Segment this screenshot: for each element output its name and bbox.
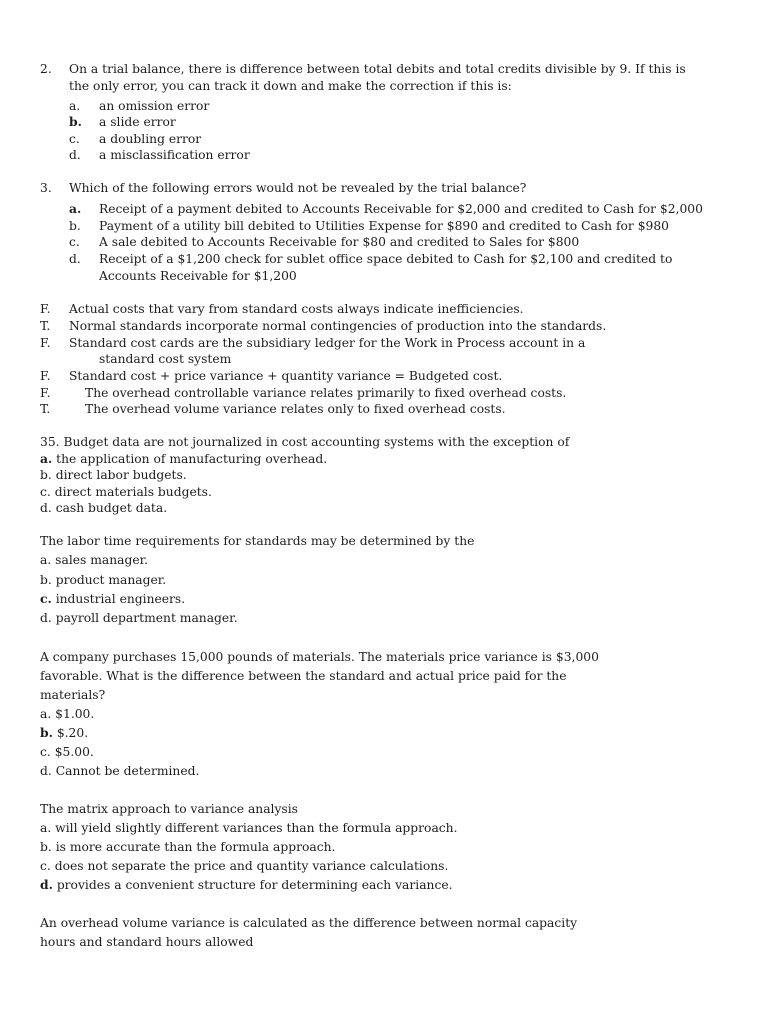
qmatrix-option-b-text: is more accurate than the formula approach. xyxy=(55,840,336,854)
qmatrix-option-c-text: does not separate the price and quantity variance calculations. xyxy=(54,859,449,873)
qlabor-question: The labor time requirements for standards may be determined by the xyxy=(40,534,475,548)
q2-option-b-text: a slide error xyxy=(99,115,176,129)
tf-3-mark: F. xyxy=(40,336,51,350)
qlabor-option-d-text: payroll department manager. xyxy=(55,611,238,625)
q35-option-c-letter: c. xyxy=(40,485,51,499)
qprice-option-b-text: $.20. xyxy=(56,726,89,740)
q3-option-c-letter: c. xyxy=(69,235,80,249)
q3-option-c-text: A sale debited to Accounts Receivable for $80 and credited to Sales for $800 xyxy=(99,235,580,249)
qmatrix-option-c xyxy=(40,858,448,874)
qprice-option-b-letter: b. xyxy=(40,725,53,740)
qprice-option-d xyxy=(40,763,199,779)
qlabor-option-b xyxy=(40,572,166,588)
tf-2-mark: T. xyxy=(40,319,51,333)
tf-5-text: The overhead controllable variance relates primarily to fixed overhead costs. xyxy=(85,386,567,400)
qlabor-option-c xyxy=(40,591,185,607)
qprice-question-line1: A company purchases 15,000 pounds of materials. The materials price variance is $3,000 xyxy=(40,650,599,664)
qprice-option-d-letter: d. xyxy=(40,764,52,778)
q35-option-c xyxy=(40,484,212,500)
qprice-option-c-letter: c. xyxy=(40,745,51,759)
qlabor-option-d-letter: d. xyxy=(40,611,52,625)
q35-option-b-text: direct labor budgets. xyxy=(55,468,187,482)
qprice-question-line2: favorable. What is the difference between the standard and actual price paid for the xyxy=(40,669,567,683)
q35-option-b-letter: b. xyxy=(40,468,52,482)
qlabor-option-c-letter: c. xyxy=(40,591,52,606)
qmatrix-option-c-letter: c. xyxy=(40,859,51,873)
q35-option-d-text: cash budget data. xyxy=(55,501,168,515)
q2-option-a-text: an omission error xyxy=(99,99,210,113)
qlabor-option-c-text: industrial engineers. xyxy=(55,592,186,606)
q2-option-b-letter: b. xyxy=(69,114,82,129)
tf-1-text: Actual costs that vary from standard costs always indicate inefficiencies. xyxy=(69,302,524,316)
tf-3-text: Standard cost cards are the subsidiary ledger for the Work in Process account in a xyxy=(69,336,586,350)
qovh-line1: An overhead volume variance is calculated as the difference between normal capacity xyxy=(40,916,578,930)
qmatrix-option-a-text: will yield slightly different variances than the formula approach. xyxy=(55,821,458,835)
q3-number: 3. xyxy=(40,181,52,195)
q2-option-c-letter: c. xyxy=(69,132,80,146)
tf-3-text-cont: standard cost system xyxy=(99,352,232,366)
qmatrix-option-d-letter: d. xyxy=(40,877,53,892)
tf-2-text: Normal standards incorporate normal contingencies of production into the standards. xyxy=(69,319,607,333)
q3-option-a-text: Receipt of a payment debited to Accounts Receivable for $2,000 and credited to Cash for $2,000 xyxy=(99,202,703,216)
qmatrix-option-b xyxy=(40,839,335,855)
qprice-option-a xyxy=(40,706,94,722)
q3-option-b-letter: b. xyxy=(69,219,81,233)
qmatrix-option-d xyxy=(40,877,453,893)
tf-6-mark: T. xyxy=(40,402,51,416)
qprice-option-c-text: $5.00. xyxy=(54,745,94,759)
qprice-option-a-letter: a. xyxy=(40,707,52,721)
qprice-option-a-text: $1.00. xyxy=(55,707,95,721)
q2-option-d-letter: d. xyxy=(69,148,81,162)
qprice-option-b xyxy=(40,725,88,741)
q35-option-d-letter: d. xyxy=(40,501,52,515)
qmatrix-option-d-text: provides a convenient structure for determining each variance. xyxy=(56,878,453,892)
q2-option-c-text: a doubling error xyxy=(99,132,202,146)
q35-question: 35. Budget data are not journalized in cost accounting systems with the exception of xyxy=(40,435,570,449)
qmatrix-question: The matrix approach to variance analysis xyxy=(40,802,298,816)
qmatrix-option-a-letter: a. xyxy=(40,821,52,835)
q3-option-a-letter: a. xyxy=(69,201,82,216)
q2-question-line2: the only error, you can track it down and make the correction if this is: xyxy=(69,79,512,93)
q3-option-d-letter: d. xyxy=(69,252,81,266)
qmatrix-option-b-letter: b. xyxy=(40,840,52,854)
q35-option-a-letter: a. xyxy=(40,451,53,466)
q2-number: 2. xyxy=(40,62,52,76)
q3-option-d-text-cont: Accounts Receivable for $1,200 xyxy=(99,269,297,283)
qmatrix-option-a xyxy=(40,820,458,836)
qovh-line2: hours and standard hours allowed xyxy=(40,935,254,949)
tf-5-mark: F. xyxy=(40,386,51,400)
qlabor-option-a-letter: a. xyxy=(40,553,52,567)
qlabor-option-b-text: product manager. xyxy=(55,573,167,587)
qlabor-option-b-letter: b. xyxy=(40,573,52,587)
q35-option-d xyxy=(40,500,167,516)
qlabor-option-d xyxy=(40,610,238,626)
tf-1-mark: F. xyxy=(40,302,51,316)
q3-option-d-text: Receipt of a $1,200 check for sublet office space debited to Cash for $2,100 and credited to xyxy=(99,252,673,266)
q2-question-line1: On a trial balance, there is difference between total debits and total credits divisible by 9. If this is xyxy=(69,62,686,76)
qprice-option-d-text: Cannot be determined. xyxy=(55,764,200,778)
qlabor-option-a-text: sales manager. xyxy=(55,553,149,567)
qprice-option-c xyxy=(40,744,94,760)
qprice-question-line3: materials? xyxy=(40,688,106,702)
tf-4-mark: F. xyxy=(40,369,51,383)
q2-option-a-letter: a. xyxy=(69,99,81,113)
q3-question: Which of the following errors would not be revealed by the trial balance? xyxy=(69,181,527,195)
q2-option-d-text: a misclassification error xyxy=(99,148,250,162)
q3-option-b-text: Payment of a utility bill debited to Utilities Expense for $890 and credited to Cash for $980 xyxy=(99,219,669,233)
q35-option-a xyxy=(40,451,327,467)
q35-option-c-text: direct materials budgets. xyxy=(54,485,212,499)
q35-option-a-text: the application of manufacturing overhead. xyxy=(56,452,328,466)
tf-4-text: Standard cost + price variance + quantity variance = Budgeted cost. xyxy=(69,369,503,383)
qlabor-option-a xyxy=(40,552,148,568)
q35-option-b xyxy=(40,467,187,483)
tf-6-text: The overhead volume variance relates only to fixed overhead costs. xyxy=(85,402,506,416)
